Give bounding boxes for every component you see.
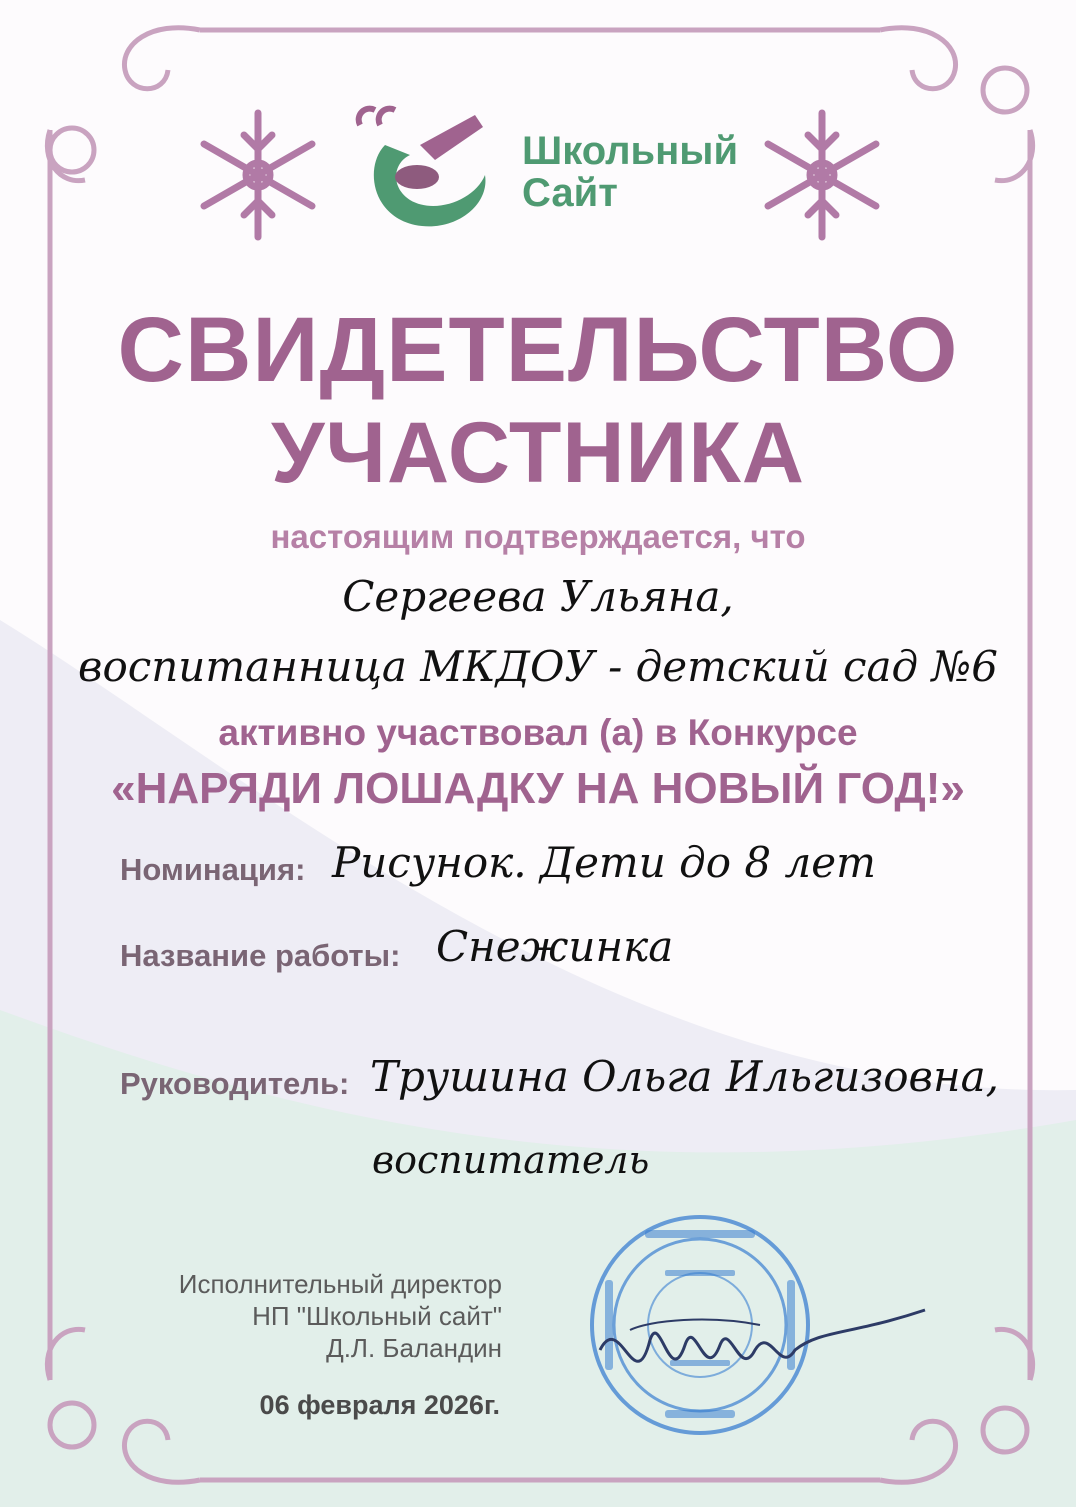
snowflake-left-icon (204, 113, 312, 237)
work-title-value: Снежинка (436, 922, 674, 971)
director-title: Исполнительный директор (178, 1269, 502, 1299)
contest-name: «НАРЯДИ ЛОШАДКУ НА НОВЫЙ ГОД!» (111, 764, 965, 813)
certificate-subtitle: настоящим подтверждается, что (270, 518, 806, 555)
certificate-title-line2: УЧАСТНИКА (271, 405, 805, 501)
participant-name: Сергеева Ульяна, (342, 572, 734, 621)
work-title-label: Название работы: (120, 938, 401, 973)
director-block (120, 1268, 502, 1364)
participant-institution: воспитанница МКДОУ - детский сад №6 (78, 642, 998, 691)
leader-position: воспитатель (372, 1138, 650, 1182)
director-signature (590, 1290, 930, 1410)
nomination-label: Номинация: (120, 852, 306, 887)
brand-name-line2: Сайт (522, 171, 618, 215)
snowflake-right-icon (768, 113, 876, 237)
director-name: Д.Л. Баландин (326, 1333, 502, 1363)
school-site-logo-icon (359, 109, 486, 227)
director-organization: НП "Школьный сайт" (252, 1301, 502, 1331)
brand-name (522, 130, 762, 214)
activity-text: активно участвовал (а) в Конкурсе (218, 712, 858, 753)
leader-name: Трушина Ольга Ильгизовна, (370, 1052, 1000, 1101)
brand-name-line1: Школьный (522, 129, 739, 173)
certificate-title-line1: СВИДЕТЕЛЬСТВО (117, 299, 959, 401)
issue-date: 06 февраля 2026г. (259, 1390, 500, 1420)
nomination-value: Рисунок. Дети до 8 лет (332, 838, 876, 887)
leader-label: Руководитель: (120, 1066, 350, 1101)
